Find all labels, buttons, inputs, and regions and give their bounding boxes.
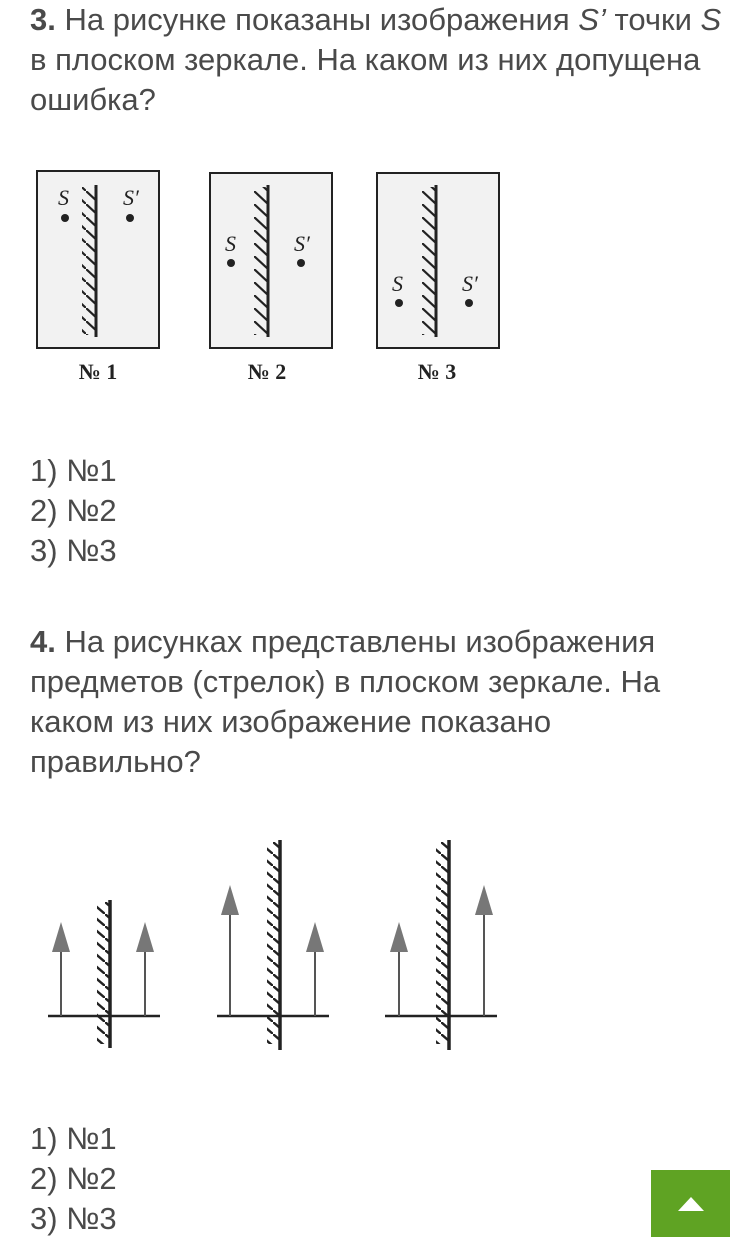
question-3-number: 3. (30, 2, 56, 37)
q3-p1-sprime-label: S′ (123, 185, 139, 210)
image-arrow-head (136, 922, 154, 952)
q4-figure-2 (217, 840, 329, 1050)
scroll-to-top-button[interactable] (651, 1170, 730, 1237)
question-3-text-mid: точки (605, 2, 701, 37)
q3-p1-s-label: S (58, 185, 69, 210)
mirror-hatching (97, 902, 110, 1044)
object-arrow-head (390, 922, 408, 952)
q3-p2-sprime-point (297, 259, 305, 267)
mirror-hatching (254, 187, 268, 335)
mirror-hatching (82, 187, 96, 335)
question-3-figure (30, 165, 510, 395)
question-3-text-after: в плоском зеркале. На каком из них допущена ошибка? (30, 42, 701, 117)
q3-p2-s-label: S (225, 231, 236, 256)
question-4-number: 4. (30, 624, 56, 659)
question-4-figure (35, 830, 515, 1062)
q4-figure-1 (48, 900, 160, 1048)
q3-p1-sprime-point (126, 214, 134, 222)
question-3-s-prime: S’ (578, 2, 606, 37)
question-4-body: На рисунках представлены изображения предметов (стрелок) в плоском зеркале. На каком из них изображение показано правильно? (30, 624, 661, 779)
image-arrow-head (475, 885, 493, 915)
q3-p2-caption: № 2 (247, 359, 287, 384)
image-arrow-head (306, 922, 324, 952)
question-3-options (30, 451, 117, 571)
q3-option-2[interactable]: 2) №2 (30, 493, 117, 528)
question-3-s: S (700, 2, 722, 37)
question-3-text (30, 0, 730, 120)
q3-panel-3 (377, 173, 499, 384)
q3-p3-s-label: S (392, 271, 403, 296)
object-arrow-head (52, 922, 70, 952)
q3-p3-s-point (395, 299, 403, 307)
mirror-hatching (267, 842, 280, 1044)
q4-figure-3 (385, 840, 497, 1050)
q3-p3-sprime-point (465, 299, 473, 307)
q3-option-3[interactable]: 3) №3 (30, 533, 117, 568)
triangle-up-icon (678, 1197, 704, 1211)
object-arrow-head (221, 885, 239, 915)
q3-p2-s-point (227, 259, 235, 267)
q4-option-3[interactable]: 3) №3 (30, 1201, 117, 1236)
question-4-options (30, 1119, 117, 1239)
mirror-hatching (422, 187, 436, 335)
q3-p3-sprime-label: S′ (462, 271, 478, 296)
q3-panel-1 (37, 171, 159, 384)
q3-panel-2 (210, 173, 332, 384)
mirror-hatching (436, 842, 449, 1044)
q3-option-1[interactable]: 1) №1 (30, 453, 117, 488)
q3-p2-sprime-label: S′ (294, 231, 310, 256)
q4-option-2[interactable]: 2) №2 (30, 1161, 117, 1196)
question-4-text (30, 622, 730, 782)
question-3-text-before: На рисунке показаны изображения (64, 2, 579, 37)
q3-p3-caption: № 3 (417, 359, 457, 384)
q4-option-1[interactable]: 1) №1 (30, 1121, 117, 1156)
q3-p1-caption: № 1 (78, 359, 118, 384)
q3-p1-s-point (61, 214, 69, 222)
